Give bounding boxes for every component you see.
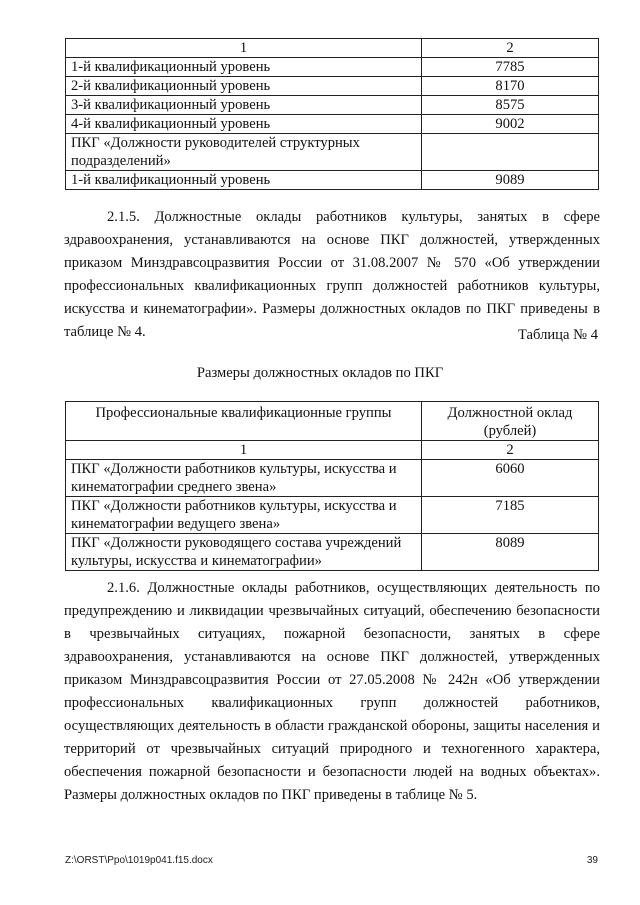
table-row xyxy=(66,96,599,115)
row-label: ПКГ «Должности работников культуры, искусства и кинематографии среднего звена» xyxy=(66,460,422,497)
table-row xyxy=(66,497,599,534)
table-row xyxy=(66,534,599,571)
table-row-group-heading xyxy=(66,134,599,171)
row-value: 6060 xyxy=(422,460,599,497)
paragraph-2-1-5 xyxy=(64,206,600,344)
table-4-caption: Размеры должностных окладов по ПКГ xyxy=(196,365,444,381)
table-header-row xyxy=(66,39,599,58)
table-row xyxy=(66,58,599,77)
paragraph-text: 2.1.5. Должностные оклады работников культуры, занятых в сфере здравоохранения, устанавливаются на основе ПКГ должностей, утвержденных приказом Минздравсоцразвития России от 31.08.2007 № 570 «Об утверждении профессиональных квалификационных групп должностей работников культуры, искусства и кинематографии». Размеры должностных окладов по ПКГ приведены в таблице № 4. xyxy=(64,209,600,340)
row-value: 9089 xyxy=(422,171,599,190)
row-label: ПКГ «Должности работников культуры, искусства и кинематографии ведущего звена» xyxy=(66,497,422,534)
table-header-row xyxy=(66,402,599,441)
table-row xyxy=(66,171,599,190)
column-number-1: 1 xyxy=(66,39,422,58)
table-4-label: Таблица № 4 xyxy=(518,327,598,343)
table-row xyxy=(66,460,599,497)
column-header-salary: Должностной оклад (рублей) xyxy=(422,402,599,441)
row-label: 1-й квалификационный уровень xyxy=(66,58,422,77)
paragraph-2-1-6 xyxy=(64,577,600,807)
column-header-groups: Профессиональные квалификационные группы xyxy=(66,402,422,441)
row-label: 1-й квалификационный уровень xyxy=(66,171,422,190)
row-value: 7185 xyxy=(422,497,599,534)
row-value: 8089 xyxy=(422,534,599,571)
table-4 xyxy=(65,401,599,571)
row-value: 7785 xyxy=(422,58,599,77)
row-label: ПКГ «Должности руководителей структурных подразделений» xyxy=(66,134,422,171)
row-label: 2-й квалификационный уровень xyxy=(66,77,422,96)
row-label: 3-й квалификационный уровень xyxy=(66,96,422,115)
row-value: 9002 xyxy=(422,115,599,134)
footer-file-path: Z:\ORST\Ppo\1019p041.f15.docx xyxy=(65,855,213,866)
table-3-continuation xyxy=(65,38,599,190)
row-value xyxy=(422,134,599,171)
column-number-1: 1 xyxy=(66,441,422,460)
column-number-2: 2 xyxy=(422,441,599,460)
table-row xyxy=(66,115,599,134)
table-row xyxy=(66,77,599,96)
table-numbering-row xyxy=(66,441,599,460)
row-value: 8170 xyxy=(422,77,599,96)
footer-page-number: 39 xyxy=(586,855,598,866)
row-label: ПКГ «Должности руководящего состава учреждений культуры, искусства и кинематографии» xyxy=(66,534,422,571)
row-label: 4-й квалификационный уровень xyxy=(66,115,422,134)
row-value: 8575 xyxy=(422,96,599,115)
column-number-2: 2 xyxy=(422,39,599,58)
paragraph-text: 2.1.6. Должностные оклады работников, осуществляющих деятельность по предупреждению и ликвидации чрезвычайных ситуаций, обеспечению безопасности в чрезвычайных ситуациях, пожарной безопасности, занятых в сфере здравоохранения, устанавливаются на основе ПКГ должностей, утвержденных приказом Минздравсоцразвития России от 27.05.2008 № 242н «Об утверждении профессиональных квалификационных групп должностей работников, осуществляющих деятельность в области гражданской обороны, защиты населения и территорий от чрезвычайных ситуаций природного и техногенного характера, обеспечения пожарной безопасности и безопасности людей на водных объектах». Размеры должностных окладов по ПКГ приведены в таблице № 5. xyxy=(64,580,600,803)
